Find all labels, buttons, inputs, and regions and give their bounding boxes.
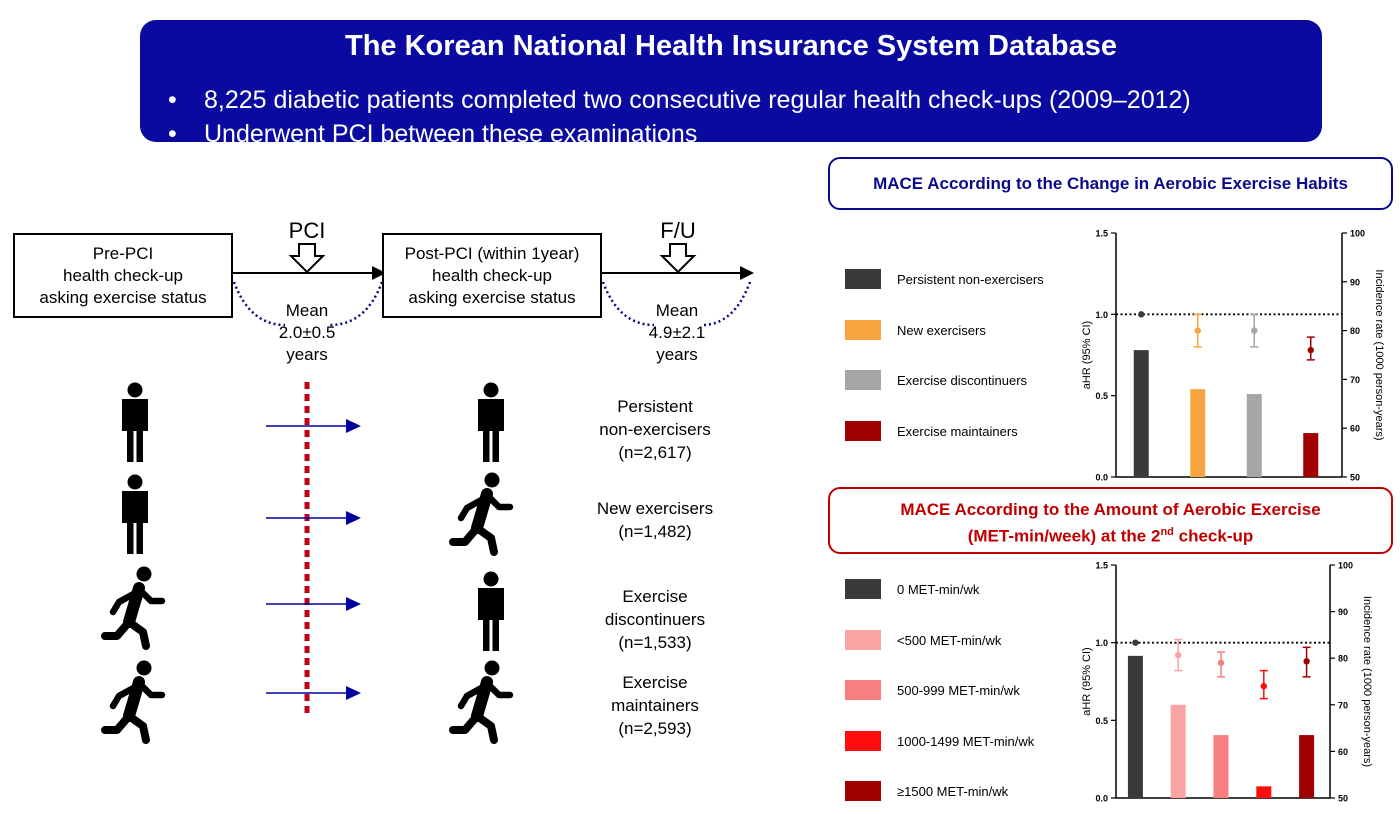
interval-line: Mean (285, 301, 329, 320)
chart1-plot (1060, 220, 1400, 490)
bar (1256, 786, 1271, 798)
left-axis-label: aHR (95% CI) (1081, 647, 1093, 716)
left-tick-label: 1.5 (1095, 560, 1108, 571)
left-tick-label: 1.0 (1095, 309, 1108, 320)
left-tick-label: 0.0 (1095, 472, 1108, 483)
legend-swatch (845, 421, 881, 441)
chart2-title (828, 487, 1393, 554)
right-tick-label: 60 (1350, 423, 1361, 434)
group-label-discontinuers (570, 585, 740, 654)
group-label-line: (n=2,617) (618, 443, 692, 462)
bar (1299, 735, 1314, 798)
left-tick-label: 1.5 (1095, 228, 1108, 239)
bar (1171, 705, 1186, 798)
right-tick-label: 90 (1350, 277, 1361, 288)
post-pci-box (382, 233, 602, 318)
bullet-dot: • (168, 120, 177, 148)
ahr-point (1308, 347, 1314, 353)
standing-person-icon (122, 383, 148, 463)
legend-swatch (845, 630, 881, 650)
fu-label: F/U (660, 218, 696, 243)
group-label-new (570, 497, 740, 543)
right-tick-label: 60 (1338, 746, 1349, 757)
group-label-line: Persistent (617, 397, 693, 416)
ahr-point (1195, 327, 1201, 333)
chart2-legend-item (845, 781, 1008, 801)
group-label-line: maintainers (611, 696, 699, 715)
interval-2-text (627, 300, 727, 366)
group-label-line: Exercise (622, 673, 688, 692)
bar (1303, 433, 1318, 477)
group-label-line: Exercise (622, 587, 688, 606)
bar (1214, 735, 1229, 798)
running-person-icon (105, 567, 162, 647)
group-label-line: (n=1,482) (618, 522, 692, 541)
group-label-line: (n=1,533) (618, 633, 692, 652)
ahr-point (1132, 639, 1138, 645)
running-person-icon (105, 661, 162, 741)
group-label-line: non-exercisers (599, 420, 711, 439)
ahr-point (1261, 683, 1267, 689)
box-line: asking exercise status (39, 287, 207, 307)
chart2-title-line2-pre: (MET-min/week) at the 2 (967, 526, 1161, 546)
left-tick-label: 0.5 (1095, 391, 1108, 402)
right-tick-label: 100 (1350, 228, 1366, 239)
timeline-arrowhead-2 (740, 266, 754, 280)
standing-person-icon (478, 572, 504, 652)
right-axis-label: Incidence rate (1000 person-years) (1373, 269, 1385, 441)
chart1-title: MACE According to the Change in Aerobic Exercise Habits (828, 157, 1393, 210)
ahr-point (1138, 311, 1144, 317)
legend-label: Persistent non-exercisers (897, 271, 1044, 287)
group-label-maintainers (570, 671, 740, 740)
group-arrowhead-2 (346, 511, 361, 525)
right-tick-label: 50 (1350, 472, 1361, 483)
header-bullet-text: Underwent PCI between these examinations (204, 120, 698, 148)
right-tick-label: 70 (1338, 700, 1349, 711)
legend-swatch (845, 680, 881, 700)
left-tick-label: 1.0 (1095, 638, 1108, 649)
box-line: Post-PCI (within 1year) (404, 243, 580, 263)
ahr-point (1251, 327, 1257, 333)
header-title: The Korean National Health Insurance System Database (345, 30, 1117, 62)
legend-label: 500-999 MET-min/wk (897, 682, 1020, 698)
chart2-title-superscript: nd (1160, 526, 1174, 538)
chart1-legend-item (845, 370, 1027, 390)
right-tick-label: 80 (1350, 326, 1361, 337)
chart2-title-line2-post: check-up (1173, 526, 1254, 546)
standing-person-icon (478, 383, 504, 463)
bar (1128, 656, 1143, 798)
legend-swatch (845, 320, 881, 340)
chart1-legend-item (845, 320, 986, 340)
box-line: Pre-PCI (92, 243, 154, 263)
chart2-legend-item (845, 731, 1034, 751)
left-tick-label: 0.0 (1095, 793, 1108, 804)
chart1-legend-item (845, 421, 1018, 441)
chart2-title-line2 (830, 521, 1391, 548)
chart2-legend-item (845, 630, 1001, 650)
box-line: health check-up (62, 265, 184, 285)
legend-label: Exercise maintainers (897, 423, 1018, 439)
right-tick-label: 50 (1338, 793, 1349, 804)
header-bullet-text: 8,225 diabetic patients completed two consecutive regular health check-ups (2009–2012) (204, 86, 1191, 114)
ahr-point (1175, 652, 1181, 658)
fu-down-arrow-icon (662, 244, 694, 272)
box-line: asking exercise status (408, 287, 576, 307)
legend-label: 1000-1499 MET-min/wk (897, 733, 1035, 749)
bar (1134, 350, 1149, 477)
chart2-plot (1060, 552, 1400, 814)
legend-label: ≥1500 MET-min/wk (897, 783, 1009, 799)
right-tick-label: 70 (1350, 374, 1361, 385)
group-arrowhead-3 (346, 597, 361, 611)
group-label-line: New exercisers (596, 499, 714, 518)
legend-swatch (845, 731, 881, 751)
legend-swatch (845, 781, 881, 801)
pci-label: PCI (288, 218, 326, 243)
chart2-legend-item (845, 579, 979, 599)
group-arrowhead-1 (346, 419, 361, 433)
group-label-line: (n=2,593) (618, 719, 692, 738)
chart2-legend-item (845, 680, 1020, 700)
interval-line: 2.0±0.5 (278, 323, 336, 342)
right-tick-label: 100 (1338, 560, 1354, 571)
legend-label: Exercise discontinuers (897, 372, 1028, 388)
ahr-point (1218, 660, 1224, 666)
left-axis-label: aHR (95% CI) (1081, 320, 1093, 390)
left-tick-label: 0.5 (1095, 715, 1108, 726)
legend-label: New exercisers (897, 322, 986, 338)
group-arrows (266, 419, 361, 700)
box-line: health check-up (431, 265, 553, 285)
interval-line: years (656, 345, 698, 364)
interval-1-text (257, 300, 357, 366)
legend-label: 0 MET-min/wk (897, 581, 980, 597)
pre-pci-box (13, 233, 233, 318)
ahr-point (1303, 658, 1309, 664)
interval-line: Mean (655, 301, 699, 320)
standing-person-icon (122, 475, 148, 555)
right-tick-label: 80 (1338, 653, 1349, 664)
legend-swatch (845, 579, 881, 599)
bullet-dot: • (168, 86, 177, 114)
interval-line: 4.9±2.1 (648, 323, 706, 342)
legend-swatch (845, 269, 881, 289)
right-axis-label: Incidence rate (1000 person-years) (1361, 595, 1373, 768)
chart1-legend-item (845, 269, 1044, 289)
group-label-line: discontinuers (604, 610, 706, 629)
legend-label: <500 MET-min/wk (897, 632, 1002, 648)
legend-swatch (845, 370, 881, 390)
running-person-icon (453, 661, 510, 741)
chart2-title-line1: MACE According to the Amount of Aerobic Exercise (900, 500, 1321, 519)
interval-line: years (286, 345, 328, 364)
right-tick-label: 90 (1338, 607, 1349, 618)
group-label-persistent (570, 395, 740, 464)
running-person-icon (453, 473, 510, 553)
bar (1247, 394, 1262, 477)
pci-down-arrow-icon (291, 244, 323, 272)
bar (1190, 389, 1205, 477)
group-arrowhead-4 (346, 686, 361, 700)
